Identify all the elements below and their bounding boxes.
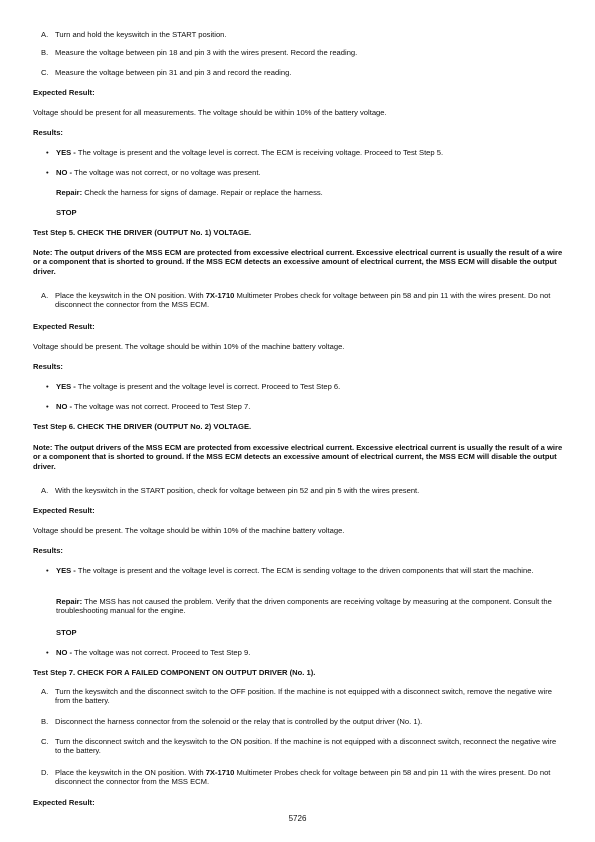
- no-text: The voltage was not correct, or no voltage was present.: [72, 168, 261, 177]
- bullet-icon: •: [46, 168, 49, 177]
- step-text: Disconnect the harness connector from the solenoid or the relay that is controlled by the output driver (No. 1).: [55, 717, 423, 726]
- expected-result-text: Voltage should be present. The voltage should be within 10% of the machine battery voltage.: [33, 342, 345, 351]
- repair-note: [56, 597, 563, 616]
- step-text-pre: Place the keyswitch in the ON position. With: [55, 291, 206, 300]
- result-yes: [46, 382, 563, 391]
- result-no: [46, 402, 563, 411]
- no-label: NO -: [56, 402, 73, 411]
- expected-result-heading: Expected Result:: [33, 506, 95, 515]
- bullet-icon: •: [46, 382, 49, 391]
- step-item: [41, 291, 563, 310]
- step-letter: C.: [41, 68, 49, 77]
- step-item: [41, 768, 563, 787]
- repair-text: The MSS has not caused the problem. Verify that the driven components are receiving voltage by measuring at the component. Consult the troubleshooting manual for the engine.: [56, 597, 552, 616]
- test-step-5-note: Note: The output drivers of the MSS ECM are protected from excessive electrical current. Excessive electrical current is usually the result of a wire or a component that is shorted to ground. If the MSS ECM detects an excessive amount of electrical current, the MSS ECM will disable the output driver.: [33, 248, 563, 276]
- step-item: [41, 68, 563, 77]
- result-yes: [46, 148, 563, 157]
- expected-result-text: Voltage should be present for all measurements. The voltage should be within 10% of the battery voltage.: [33, 108, 387, 117]
- test-step-6-heading: Test Step 6. CHECK THE DRIVER (OUTPUT No. 2) VOLTAGE.: [33, 422, 252, 431]
- repair-label: Repair:: [56, 597, 83, 606]
- step-letter: A.: [41, 291, 49, 300]
- step-text-post: Multimeter Probes check for voltage between pin 58 and pin 11 with the wires present. Do not disconnect the connector from the MSS ECM.: [55, 768, 551, 787]
- step-letter: A.: [41, 687, 49, 696]
- yes-text: The voltage is present and the voltage level is correct. The ECM is sending voltage to the driven components that will start the machine.: [75, 566, 534, 575]
- expected-result-heading: Expected Result:: [33, 322, 95, 331]
- stop-label: STOP: [56, 628, 77, 637]
- step-item: [41, 486, 563, 495]
- step-item: [41, 717, 563, 726]
- yes-text: The voltage is present and the voltage level is correct. Proceed to Test Step 6.: [75, 382, 341, 391]
- expected-result-text: Voltage should be present. The voltage should be within 10% of the machine battery voltage.: [33, 526, 345, 535]
- no-label: NO -: [56, 648, 73, 657]
- tool-part-number: 7X-1710: [205, 291, 235, 300]
- test-step-6-note: Note: The output drivers of the MSS ECM are protected from excessive electrical current. Excessive electrical current is usually the result of a wire or a component that is shorted to ground. If the MSS ECM detects an excessive amount of electrical current, the MSS ECM will disable the output driver.: [33, 443, 563, 471]
- step-letter: A.: [41, 30, 49, 39]
- yes-text: The voltage is present and the voltage level is correct. The ECM is receiving voltage. Proceed to Test Step 5.: [75, 148, 444, 157]
- result-no: [46, 168, 563, 177]
- expected-result-heading: Expected Result:: [33, 798, 95, 807]
- yes-label: YES -: [56, 566, 76, 575]
- yes-label: YES -: [56, 382, 76, 391]
- result-yes: [46, 566, 563, 575]
- step-letter: B.: [41, 48, 49, 57]
- no-text: The voltage was not correct. Proceed to Test Step 9.: [72, 648, 251, 657]
- step-text: Measure the voltage between pin 31 and pin 3 and record the reading.: [55, 68, 292, 77]
- repair-note: [56, 188, 563, 197]
- bullet-icon: •: [46, 648, 49, 657]
- step-text: Turn the disconnect switch and the keyswitch to the ON position. If the machine is not equipped with a disconnect switch, reconnect the negative wire to the battery.: [55, 737, 557, 756]
- result-no: [46, 648, 563, 657]
- results-heading: Results:: [33, 546, 63, 555]
- step-text: Turn and hold the keyswitch in the START position.: [55, 30, 227, 39]
- step-letter: B.: [41, 717, 49, 726]
- page-number: 5726: [288, 814, 307, 823]
- step-text: Turn the keyswitch and the disconnect switch to the OFF position. If the machine is not equipped with a disconnect switch, remove the negative wire from the battery.: [55, 687, 552, 706]
- no-label: NO -: [56, 168, 73, 177]
- step-item: [41, 30, 563, 39]
- results-heading: Results:: [33, 362, 63, 371]
- step-text-post: Multimeter Probes check for voltage between pin 58 and pin 11 with the wires present. Do not disconnect the connector from the MSS ECM.: [55, 291, 551, 310]
- step-text: Measure the voltage between pin 18 and pin 3 with the wires present. Record the reading.: [55, 48, 358, 57]
- results-heading: Results:: [33, 128, 63, 137]
- tool-part-number: 7X-1710: [205, 768, 235, 777]
- step-item: [41, 737, 563, 756]
- step-letter: A.: [41, 486, 49, 495]
- repair-text: Check the harness for signs of damage. Repair or replace the harness.: [82, 188, 323, 197]
- step-text: With the keyswitch in the START position, check for voltage between pin 52 and pin 5 with the wires present.: [55, 486, 420, 495]
- step-item: [41, 687, 563, 706]
- test-step-5-heading: Test Step 5. CHECK THE DRIVER (OUTPUT No. 1) VOLTAGE.: [33, 228, 252, 237]
- bullet-icon: •: [46, 148, 49, 157]
- test-step-7-heading: Test Step 7. CHECK FOR A FAILED COMPONENT ON OUTPUT DRIVER (No. 1).: [33, 668, 316, 677]
- stop-label: STOP: [56, 208, 77, 217]
- step-text-pre: Place the keyswitch in the ON position. With: [55, 768, 206, 777]
- step-letter: D.: [41, 768, 49, 777]
- no-text: The voltage was not correct. Proceed to Test Step 7.: [72, 402, 251, 411]
- bullet-icon: •: [46, 402, 49, 411]
- bullet-icon: •: [46, 566, 49, 575]
- step-letter: C.: [41, 737, 49, 746]
- yes-label: YES -: [56, 148, 76, 157]
- repair-label: Repair:: [56, 188, 83, 197]
- step-item: [41, 48, 563, 57]
- expected-result-heading: Expected Result:: [33, 88, 95, 97]
